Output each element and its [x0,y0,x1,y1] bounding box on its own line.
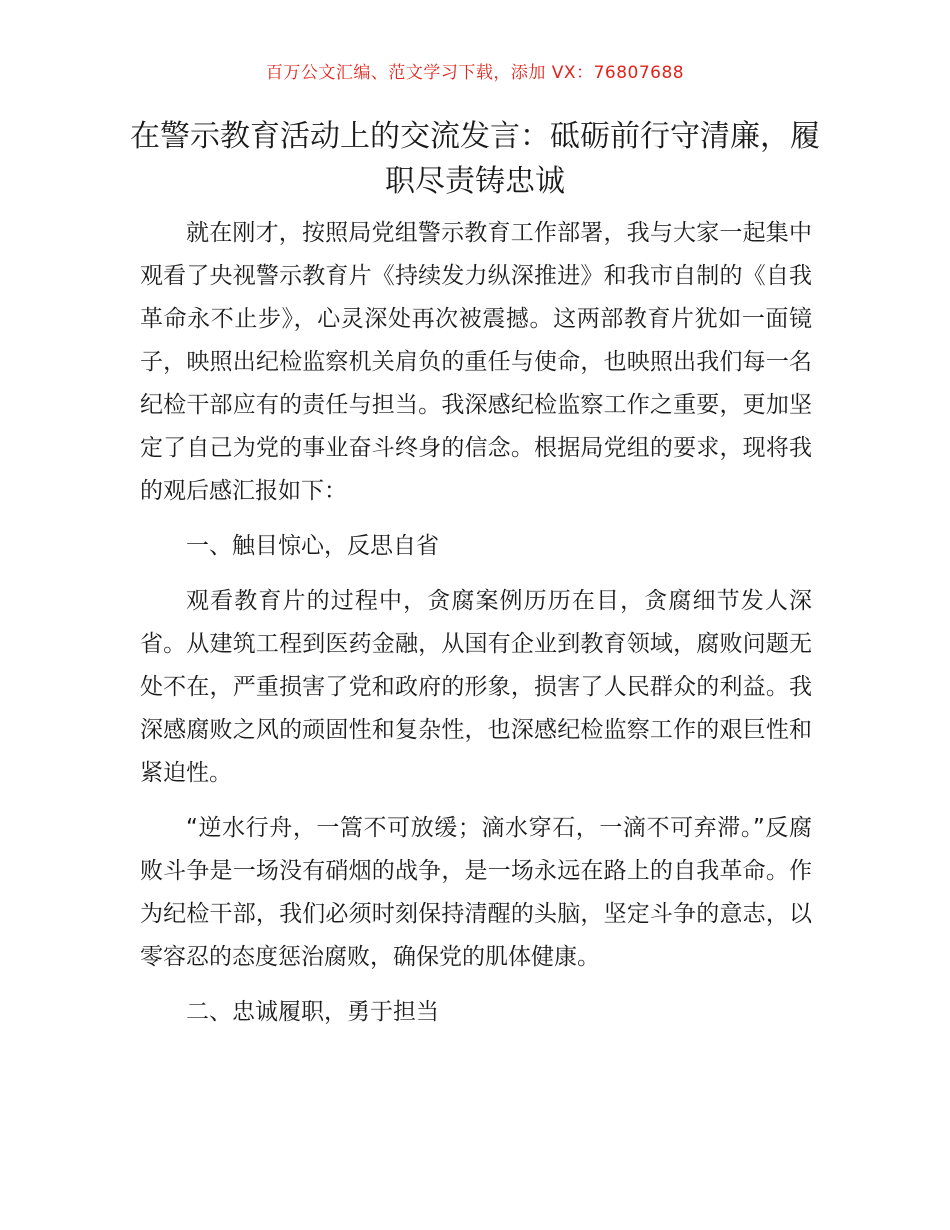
header-watermark-note: 百万公文汇编、范文学习下载，添加 VX：76807688 [265,63,685,83]
paragraph-section-1: 观看教育片的过程中，贪腐案例历历在目，贪腐细节发人深省。从建筑工程到医药金融，从国有企业到教育领域，腐败问题无处不在，严重损害了党和政府的形象，损害了人民群众的利益。我深感腐败之风的顽固性和复杂性，也深感纪检监察工作的艰巨性和紧迫性。 [140,588,812,786]
document-title: 在警示教育活动上的交流发言：砥砺前行守清廉，履职尽责铸忠诚 [130,119,820,199]
paragraph-quote: “逆水行舟，一篙不可放缓；滴水穿石，一滴不可弃滞。”反腐败斗争是一场没有硝烟的战争，是一场永远在路上的自我革命。作为纪检干部，我们必须时刻保持清醒的头脑，坚定斗争的意志，以零容忍的态度惩治腐败，确保党的肌体健康。 [140,815,812,970]
paragraph-intro: 就在刚才，按照局党组警示教育工作部署，我与大家一起集中观看了央视警示教育片《持续发力纵深推进》和我市自制的《自我革命永不止步》，心灵深处再次被震撼。这两部教育片犹如一面镜子，映照出纪检监察机关肩负的重任与使命，也映照出我们每一名纪检干部应有的责任与担当。我深感纪检监察工作之重要，更加坚定了自己为党的事业奋斗终身的信念。根据局党组的要求，现将我的观后感汇报如下： [140,220,812,504]
section-heading-2: 二、忠诚履职，勇于担当 [186,999,439,1025]
document-body [140,212,812,1034]
section-heading-1: 一、触目惊心，反思自省 [186,533,439,559]
